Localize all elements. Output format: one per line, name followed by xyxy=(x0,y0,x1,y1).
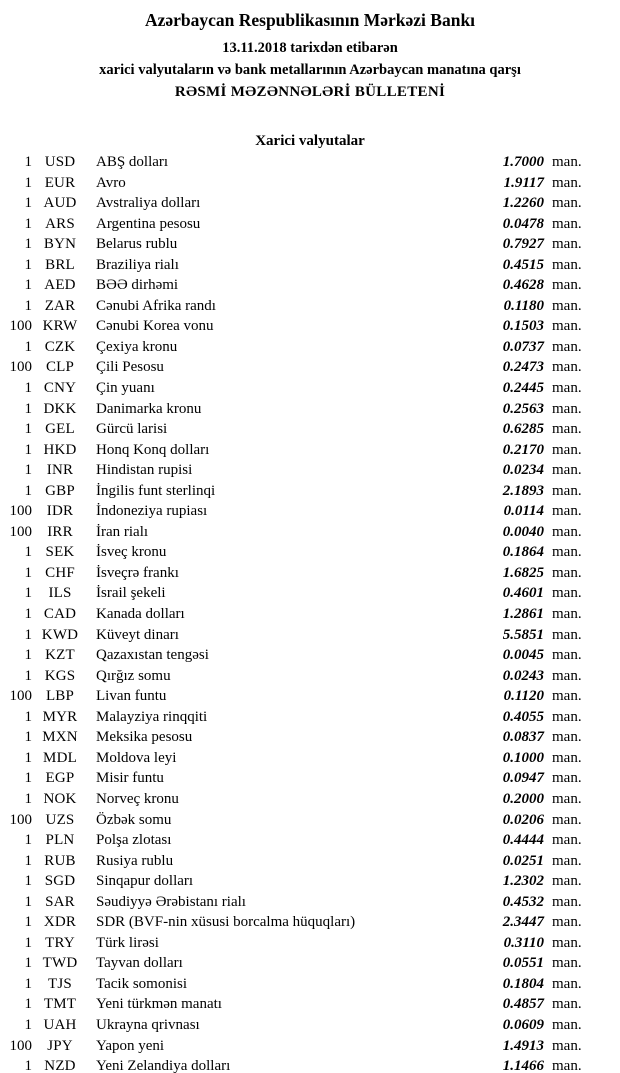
currency-name: Səudiyyə Ərəbistanı rialı xyxy=(96,893,246,910)
rate-value: 0.1120 xyxy=(503,688,544,705)
quantity: 1 xyxy=(24,421,32,438)
table-row xyxy=(0,318,590,339)
rate-unit: man. xyxy=(552,441,582,458)
rate-unit: man. xyxy=(552,790,582,807)
rate-unit: man. xyxy=(552,1037,582,1054)
currency-name: Ukrayna qrivnası xyxy=(96,1016,200,1033)
table-row xyxy=(0,380,590,401)
quantity: 1 xyxy=(24,749,32,766)
currency-code: TMT xyxy=(43,996,77,1013)
table-row xyxy=(0,894,590,915)
currency-code: RUB xyxy=(44,852,76,869)
rate-unit: man. xyxy=(552,873,582,890)
rate-value: 0.7927 xyxy=(502,236,544,253)
rate-value: 0.1864 xyxy=(502,544,544,561)
quantity: 100 xyxy=(9,503,32,520)
table-row xyxy=(0,277,590,298)
table-row xyxy=(0,1017,590,1038)
currency-name: İngilis funt sterlinqi xyxy=(96,482,216,499)
rate-value: 0.0045 xyxy=(502,647,544,664)
rate-unit: man. xyxy=(552,647,582,664)
rate-value: 0.0947 xyxy=(502,770,544,787)
currency-name: Meksika pesosu xyxy=(96,729,193,746)
quantity: 1 xyxy=(24,482,32,499)
currency-name: BƏƏ dirhəmi xyxy=(96,277,179,294)
table-row xyxy=(0,524,590,545)
quantity: 1 xyxy=(24,564,32,581)
currency-code: KZT xyxy=(45,647,75,664)
rate-value: 0.0206 xyxy=(502,811,544,828)
rate-unit: man. xyxy=(552,667,582,684)
table-row xyxy=(0,359,590,380)
quantity: 1 xyxy=(24,380,32,397)
rate-unit: man. xyxy=(552,523,582,540)
quantity: 1 xyxy=(24,934,32,951)
currency-code: TWD xyxy=(42,955,78,972)
rate-unit: man. xyxy=(552,256,582,273)
table-row xyxy=(0,503,590,524)
currency-code: IRR xyxy=(47,523,73,540)
rate-value: 0.2170 xyxy=(502,441,544,458)
rate-value: 0.0737 xyxy=(502,338,544,355)
rate-value: 1.1466 xyxy=(502,1058,544,1073)
rate-value: 0.0478 xyxy=(502,215,544,232)
currency-name: Qazaxıstan tengəsi xyxy=(96,647,209,664)
currency-code: KWD xyxy=(41,626,79,643)
rate-value: 0.1804 xyxy=(502,975,544,992)
currency-code: USD xyxy=(44,154,76,170)
currency-name: Küveyt dinarı xyxy=(96,626,179,643)
rate-value: 0.2563 xyxy=(502,400,544,417)
quantity: 1 xyxy=(24,647,32,664)
rate-unit: man. xyxy=(552,708,582,725)
currency-name: Belarus rublu xyxy=(96,236,178,253)
currency-name: Kanada dolları xyxy=(96,606,185,623)
currency-code: CAD xyxy=(43,606,77,623)
quantity: 1 xyxy=(24,1016,32,1033)
currency-code: KRW xyxy=(42,318,78,335)
currency-name: Livan funtu xyxy=(96,688,167,705)
rate-value: 0.2445 xyxy=(502,380,544,397)
quantity: 1 xyxy=(24,441,32,458)
table-row xyxy=(0,853,590,874)
currency-code: BYN xyxy=(43,236,77,253)
currency-code: CHF xyxy=(45,564,75,581)
rate-value: 5.5851 xyxy=(502,626,544,643)
rate-value: 0.1000 xyxy=(502,749,544,766)
quantity: 1 xyxy=(24,626,32,643)
rate-value: 0.0040 xyxy=(502,523,544,540)
quantity: 1 xyxy=(24,975,32,992)
currency-name: Türk lirəsi xyxy=(96,934,159,951)
quantity: 1 xyxy=(24,996,32,1013)
rate-unit: man. xyxy=(552,380,582,397)
table-row xyxy=(0,401,590,422)
quantity: 1 xyxy=(24,154,32,170)
table-row xyxy=(0,339,590,360)
currency-name: Tacik somonisi xyxy=(96,975,188,992)
rate-unit: man. xyxy=(552,749,582,766)
currency-name: Norveç kronu xyxy=(96,790,179,807)
rate-unit: man. xyxy=(552,338,582,355)
rate-unit: man. xyxy=(552,277,582,294)
rate-unit: man. xyxy=(552,236,582,253)
quantity: 1 xyxy=(24,297,32,314)
rate-unit: man. xyxy=(552,482,582,499)
rate-value: 1.2260 xyxy=(502,195,544,212)
rate-value: 0.2473 xyxy=(502,359,544,376)
table-row xyxy=(0,544,590,565)
currency-name: İsrail şekeli xyxy=(96,585,166,602)
currency-code: ZAR xyxy=(44,297,76,314)
rate-unit: man. xyxy=(552,688,582,705)
currency-code: DKK xyxy=(43,400,77,417)
rate-value: 0.4628 xyxy=(502,277,544,294)
table-row xyxy=(0,996,590,1017)
quantity: 1 xyxy=(24,955,32,972)
quantity: 1 xyxy=(24,462,32,479)
rate-value: 0.4532 xyxy=(502,893,544,910)
rate-value: 0.4601 xyxy=(502,585,544,602)
currency-code: NZD xyxy=(44,1058,76,1073)
quantity: 1 xyxy=(24,236,32,253)
quantity: 1 xyxy=(24,873,32,890)
table-row xyxy=(0,154,590,175)
table-row xyxy=(0,873,590,894)
rate-value: 0.0837 xyxy=(502,729,544,746)
rate-value: 1.4913 xyxy=(502,1037,544,1054)
table-row xyxy=(0,688,590,709)
currency-code: INR xyxy=(46,462,74,479)
currency-name: Yeni türkmən manatı xyxy=(96,996,222,1013)
currency-name: Polşa zlotası xyxy=(96,832,172,849)
rate-value: 2.3447 xyxy=(502,914,544,931)
currency-name: Tayvan dolları xyxy=(96,955,183,972)
table-row xyxy=(0,791,590,812)
table-row xyxy=(0,298,590,319)
rate-unit: man. xyxy=(552,544,582,561)
rate-value: 0.1180 xyxy=(503,297,544,314)
currency-code: ILS xyxy=(48,585,72,602)
rate-unit: man. xyxy=(552,462,582,479)
bulletin-title: RƏSMİ MƏZƏNNƏLƏRİ BÜLLETENİ xyxy=(174,84,446,100)
currency-name: Moldova leyi xyxy=(96,749,177,766)
currency-name: Yeni Zelandiya dolları xyxy=(96,1058,231,1073)
section-title: Xarici valyutalar xyxy=(255,133,365,149)
rate-value: 0.2000 xyxy=(502,790,544,807)
currency-name: İndoneziya rupiası xyxy=(96,503,208,520)
currency-code: AED xyxy=(44,277,76,294)
currency-name: Honq Konq dolları xyxy=(96,441,210,458)
quantity: 1 xyxy=(24,256,32,273)
quantity: 1 xyxy=(24,585,32,602)
quantity: 1 xyxy=(24,544,32,561)
currency-name: Çexiya kronu xyxy=(96,338,178,355)
currency-code: CZK xyxy=(44,338,76,355)
rate-unit: man. xyxy=(552,770,582,787)
quantity: 1 xyxy=(24,215,32,232)
rate-unit: man. xyxy=(552,174,582,191)
currency-code: UZS xyxy=(45,811,75,828)
quantity: 1 xyxy=(24,914,32,931)
quantity: 1 xyxy=(24,770,32,787)
currency-code: HKD xyxy=(43,441,77,458)
rate-unit: man. xyxy=(552,421,582,438)
quantity: 1 xyxy=(24,667,32,684)
currency-code: MDL xyxy=(43,749,77,766)
quantity: 100 xyxy=(9,359,32,376)
rate-unit: man. xyxy=(552,215,582,232)
scope-line: xarici valyutaların və bank metallarının Azərbaycan manatına qarşı xyxy=(99,62,521,78)
page-title: Azərbaycan Respublikasının Mərkəzi Bankı xyxy=(144,10,476,30)
date-line: 13.11.2018 tarixdən etibarən xyxy=(222,40,398,56)
quantity: 1 xyxy=(24,174,32,191)
rate-value: 0.0609 xyxy=(502,1016,544,1033)
currency-name: Sinqapur dolları xyxy=(96,873,194,890)
table-row xyxy=(0,812,590,833)
rate-value: 0.0234 xyxy=(502,462,544,479)
rate-value: 1.2302 xyxy=(502,873,544,890)
rate-unit: man. xyxy=(552,297,582,314)
table-row xyxy=(0,585,590,606)
currency-code: ARS xyxy=(45,215,75,232)
rate-value: 0.0243 xyxy=(502,667,544,684)
currency-code: MYR xyxy=(42,708,78,725)
currency-name: ABŞ dolları xyxy=(96,154,169,170)
table-row xyxy=(0,462,590,483)
currency-name: Danimarka kronu xyxy=(96,400,202,417)
currency-code: SAR xyxy=(45,893,75,910)
table-row xyxy=(0,668,590,689)
currency-code: SGD xyxy=(44,873,76,890)
currency-code: CNY xyxy=(43,380,77,397)
rate-value: 0.0114 xyxy=(503,503,544,520)
table-row xyxy=(0,627,590,648)
rate-unit: man. xyxy=(552,852,582,869)
currency-code: SEK xyxy=(45,544,75,561)
rate-value: 0.4444 xyxy=(502,832,544,849)
table-row xyxy=(0,257,590,278)
rate-unit: man. xyxy=(552,832,582,849)
currency-name: Argentina pesosu xyxy=(96,215,201,232)
currency-name: Avstraliya dolları xyxy=(96,195,201,212)
currency-name: Özbək somu xyxy=(96,811,172,828)
rate-value: 0.0551 xyxy=(502,955,544,972)
currency-code: LBP xyxy=(45,688,75,705)
currency-code: MXN xyxy=(42,729,78,746)
currency-code: CLP xyxy=(45,359,75,376)
currency-name: Avro xyxy=(96,174,126,191)
quantity: 100 xyxy=(9,688,32,705)
currency-code: UAH xyxy=(43,1016,77,1033)
table-row xyxy=(0,729,590,750)
table-row xyxy=(0,175,590,196)
currency-name: İsveçrə frankı xyxy=(96,564,179,581)
currency-name: Yapon yeni xyxy=(96,1037,165,1054)
currency-name: Braziliya rialı xyxy=(96,256,179,273)
rate-value: 0.1503 xyxy=(502,318,544,335)
rate-unit: man. xyxy=(552,585,582,602)
currency-name: Gürcü larisi xyxy=(96,421,168,438)
table-row xyxy=(0,750,590,771)
table-row xyxy=(0,421,590,442)
rate-unit: man. xyxy=(552,729,582,746)
table-row xyxy=(0,935,590,956)
currency-code: TRY xyxy=(45,934,75,951)
currency-code: JPY xyxy=(47,1037,73,1054)
rate-unit: man. xyxy=(552,154,582,170)
rate-unit: man. xyxy=(552,503,582,520)
table-row xyxy=(0,195,590,216)
table-row xyxy=(0,832,590,853)
rate-unit: man. xyxy=(552,996,582,1013)
quantity: 100 xyxy=(9,811,32,828)
table-row xyxy=(0,955,590,976)
currency-name: İran rialı xyxy=(96,523,149,540)
currency-code: PLN xyxy=(45,832,75,849)
currency-name: Qırğız somu xyxy=(96,667,171,684)
rates-table xyxy=(0,154,620,1073)
currency-name: SDR (BVF-nin xüsusi borcalma hüquqları) xyxy=(96,914,356,931)
currency-code: GEL xyxy=(45,421,75,438)
currency-code: EUR xyxy=(44,174,76,191)
currency-name: Rusiya rublu xyxy=(96,852,174,869)
currency-code: KGS xyxy=(44,667,76,684)
rate-unit: man. xyxy=(552,626,582,643)
table-row xyxy=(0,1038,590,1059)
rate-unit: man. xyxy=(552,934,582,951)
rate-unit: man. xyxy=(552,811,582,828)
rate-unit: man. xyxy=(552,1058,582,1073)
currency-code: XDR xyxy=(43,914,77,931)
rate-value: 0.4515 xyxy=(502,256,544,273)
rate-unit: man. xyxy=(552,318,582,335)
table-row xyxy=(0,976,590,997)
quantity: 1 xyxy=(24,195,32,212)
currency-code: GBP xyxy=(45,482,75,499)
rate-value: 0.3110 xyxy=(503,934,544,951)
rate-value: 0.4055 xyxy=(502,708,544,725)
rate-value: 0.0251 xyxy=(502,852,544,869)
table-row xyxy=(0,236,590,257)
quantity: 1 xyxy=(24,832,32,849)
rate-unit: man. xyxy=(552,400,582,417)
currency-name: Hindistan rupisi xyxy=(96,462,193,479)
quantity: 1 xyxy=(24,277,32,294)
currency-code: BRL xyxy=(45,256,75,273)
currency-name: Malayziya rinqqiti xyxy=(96,708,208,725)
rate-value: 1.9117 xyxy=(503,174,544,191)
rate-value: 2.1893 xyxy=(502,482,544,499)
rate-unit: man. xyxy=(552,1016,582,1033)
table-row xyxy=(0,914,590,935)
currency-name: Çili Pesosu xyxy=(96,359,164,376)
rate-value: 1.2861 xyxy=(502,606,544,623)
currency-code: TJS xyxy=(48,975,72,992)
currency-name: Çin yuanı xyxy=(96,380,155,397)
rate-unit: man. xyxy=(552,195,582,212)
rate-unit: man. xyxy=(552,359,582,376)
table-row xyxy=(0,565,590,586)
quantity: 100 xyxy=(9,523,32,540)
rate-value: 0.6285 xyxy=(502,421,544,438)
quantity: 100 xyxy=(9,318,32,335)
table-row xyxy=(0,1058,590,1073)
currency-code: EGP xyxy=(45,770,75,787)
rate-value: 1.6825 xyxy=(502,564,544,581)
table-row xyxy=(0,606,590,627)
table-row xyxy=(0,216,590,237)
rate-unit: man. xyxy=(552,955,582,972)
quantity: 1 xyxy=(24,790,32,807)
rate-unit: man. xyxy=(552,606,582,623)
rate-unit: man. xyxy=(552,914,582,931)
table-row xyxy=(0,442,590,463)
rate-unit: man. xyxy=(552,975,582,992)
currency-name: Cənubi Afrika randı xyxy=(96,297,216,314)
quantity: 1 xyxy=(24,893,32,910)
quantity: 1 xyxy=(24,606,32,623)
table-row xyxy=(0,709,590,730)
quantity: 1 xyxy=(24,1058,32,1073)
quantity: 1 xyxy=(24,729,32,746)
table-row xyxy=(0,770,590,791)
rate-value: 1.7000 xyxy=(502,154,544,170)
table-row xyxy=(0,483,590,504)
currency-name: İsveç kronu xyxy=(96,544,167,561)
rate-value: 0.4857 xyxy=(502,996,544,1013)
rate-unit: man. xyxy=(552,564,582,581)
rate-unit: man. xyxy=(552,893,582,910)
currency-code: NOK xyxy=(43,790,77,807)
quantity: 1 xyxy=(24,400,32,417)
quantity: 1 xyxy=(24,338,32,355)
quantity: 1 xyxy=(24,852,32,869)
currency-name: Cənubi Korea vonu xyxy=(96,318,214,335)
currency-name: Misir funtu xyxy=(96,770,164,787)
currency-code: AUD xyxy=(43,195,77,212)
quantity: 1 xyxy=(24,708,32,725)
currency-code: IDR xyxy=(46,503,74,520)
quantity: 100 xyxy=(9,1037,32,1054)
table-row xyxy=(0,647,590,668)
